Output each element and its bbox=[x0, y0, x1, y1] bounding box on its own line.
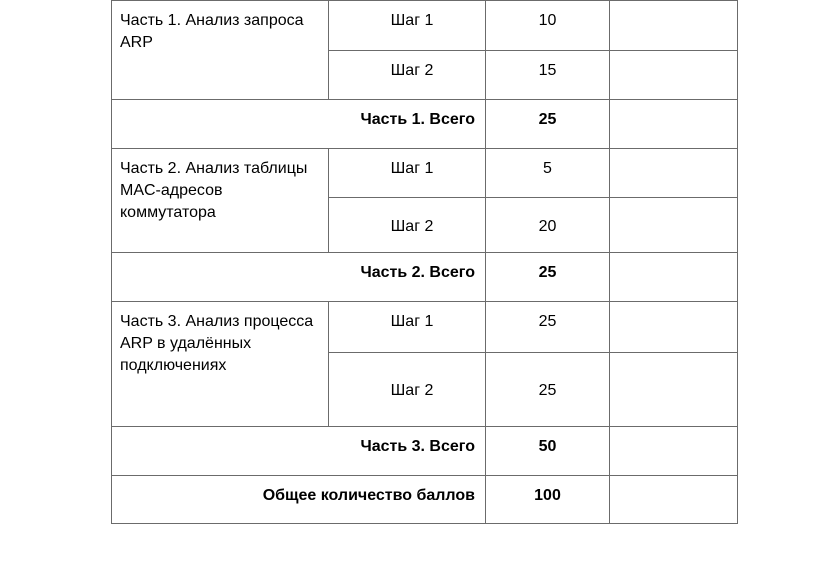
part-title-cell: Часть 3. Анализ процесса ARP в удалённых подключениях bbox=[112, 302, 329, 427]
score-cell bbox=[610, 1, 738, 51]
score-cell bbox=[610, 198, 738, 253]
step-points-cell: 20 bbox=[486, 198, 610, 253]
table-row bbox=[112, 476, 738, 524]
score-cell bbox=[610, 353, 738, 427]
score-table bbox=[111, 0, 738, 524]
step-label-cell: Шаг 1 bbox=[329, 1, 486, 51]
table-row bbox=[112, 149, 738, 198]
part-total-points: 25 bbox=[486, 253, 610, 302]
step-points-cell: 10 bbox=[486, 1, 610, 51]
grand-total-label: Общее количество баллов bbox=[112, 476, 486, 524]
table-row bbox=[112, 253, 738, 302]
step-label-cell: Шаг 1 bbox=[329, 302, 486, 353]
part-title-cell: Часть 2. Анализ таблицы MAC-адресов коммутатора bbox=[112, 149, 329, 253]
grand-total-points: 100 bbox=[486, 476, 610, 524]
part-total-label: Часть 3. Всего bbox=[112, 427, 486, 476]
score-cell bbox=[610, 51, 738, 100]
step-points-cell: 25 bbox=[486, 353, 610, 427]
step-points-cell: 15 bbox=[486, 51, 610, 100]
table-row bbox=[112, 1, 738, 51]
part-total-points: 25 bbox=[486, 100, 610, 149]
part-title-cell: Часть 1. Анализ запроса ARP bbox=[112, 1, 329, 100]
step-label-cell: Шаг 2 bbox=[329, 198, 486, 253]
score-cell bbox=[610, 302, 738, 353]
part-total-label: Часть 1. Всего bbox=[112, 100, 486, 149]
table-row bbox=[112, 100, 738, 149]
step-points-cell: 25 bbox=[486, 302, 610, 353]
step-label-cell: Шаг 2 bbox=[329, 51, 486, 100]
score-cell bbox=[610, 100, 738, 149]
part-total-label: Часть 2. Всего bbox=[112, 253, 486, 302]
score-cell bbox=[610, 427, 738, 476]
score-cell bbox=[610, 149, 738, 198]
table-row bbox=[112, 302, 738, 353]
step-label-cell: Шаг 1 bbox=[329, 149, 486, 198]
score-cell bbox=[610, 253, 738, 302]
score-cell bbox=[610, 476, 738, 524]
step-points-cell: 5 bbox=[486, 149, 610, 198]
part-total-points: 50 bbox=[486, 427, 610, 476]
step-label-cell: Шаг 2 bbox=[329, 353, 486, 427]
table-row bbox=[112, 427, 738, 476]
